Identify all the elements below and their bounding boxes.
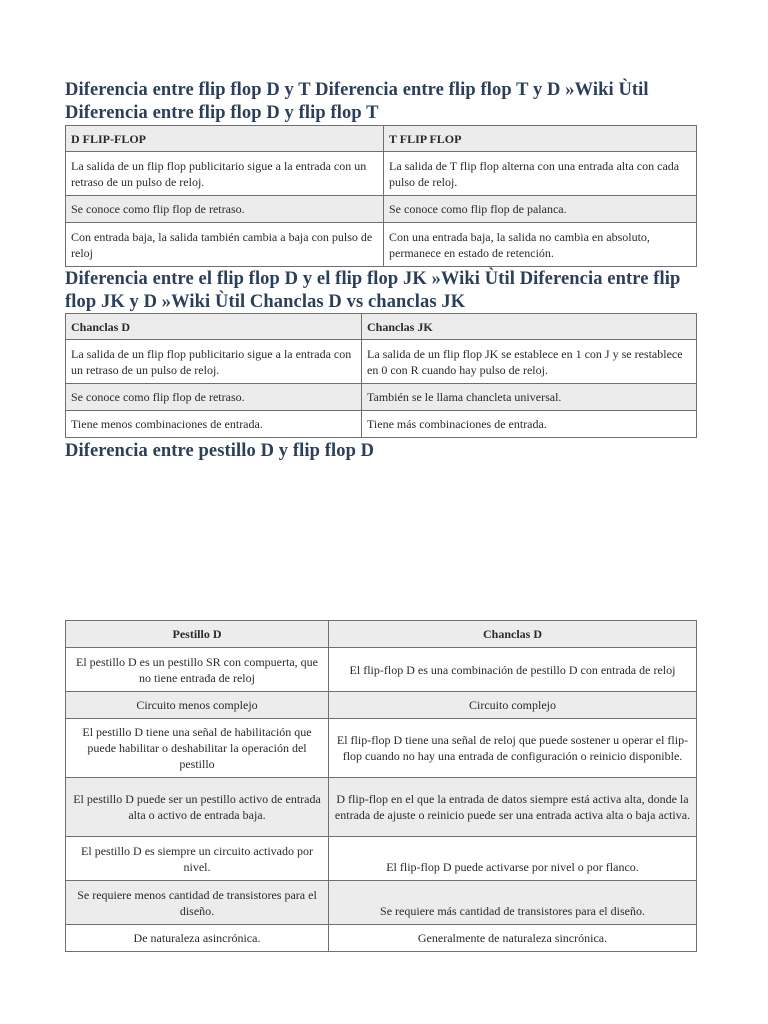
header-cell-chanclas-d: Chanclas D bbox=[66, 314, 362, 340]
table-row bbox=[66, 196, 697, 223]
table-cell: El flip-flop D es una combinación de pestillo D con entrada de reloj bbox=[329, 648, 697, 692]
table-cell: El pestillo D es siempre un circuito activado por nivel. bbox=[66, 837, 329, 881]
table-row bbox=[66, 152, 697, 196]
header-cell-pestillo-d: Pestillo D bbox=[66, 621, 329, 648]
header-cell-chanclas-d: Chanclas D bbox=[329, 621, 697, 648]
table-d-vs-t bbox=[65, 125, 697, 267]
table-row bbox=[66, 778, 697, 837]
table-row bbox=[66, 692, 697, 719]
table-d-vs-jk bbox=[65, 313, 697, 438]
table-cell: Se conoce como flip flop de palanca. bbox=[384, 196, 697, 223]
table-cell: Circuito complejo bbox=[329, 692, 697, 719]
table-cell: Se conoce como flip flop de retraso. bbox=[66, 196, 384, 223]
table-cell: El pestillo D es un pestillo SR con compuerta, que no tiene entrada de reloj bbox=[66, 648, 329, 692]
table-row bbox=[66, 340, 697, 384]
table-cell: Generalmente de naturaleza sincrónica. bbox=[329, 925, 697, 952]
header-cell-t-flip-flop: T FLIP FLOP bbox=[384, 126, 697, 152]
table-row bbox=[66, 925, 697, 952]
table-cell: Circuito menos complejo bbox=[66, 692, 329, 719]
table-row bbox=[66, 384, 697, 411]
table-cell: Se requiere menos cantidad de transistores para el diseño. bbox=[66, 881, 329, 925]
table-row bbox=[66, 648, 697, 692]
table-cell: La salida de un flip flop publicitario sigue a la entrada con un retraso de un pulso de reloj. bbox=[66, 340, 362, 384]
table-row bbox=[66, 719, 697, 778]
table-cell: El pestillo D tiene una señal de habilitación que puede habilitar o deshabilitar la operación del pestillo bbox=[66, 719, 329, 778]
table-cell: La salida de T flip flop alterna con una entrada alta con cada pulso de reloj. bbox=[384, 152, 697, 196]
table-cell: La salida de un flip flop publicitario sigue a la entrada con un retraso de un pulso de reloj. bbox=[66, 152, 384, 196]
table-row bbox=[66, 837, 697, 881]
table-row bbox=[66, 223, 697, 267]
table-cell: Con una entrada baja, la salida no cambia en absoluto, permanece en estado de retención. bbox=[384, 223, 697, 267]
header-cell-d-flip-flop: D FLIP-FLOP bbox=[66, 126, 384, 152]
table-row bbox=[66, 881, 697, 925]
table-row bbox=[66, 411, 697, 438]
table-cell: D flip-flop en el que la entrada de datos siempre está activa alta, donde la entrada de ajuste o reinicio puede ser una entrada activa alta o baja activa. bbox=[329, 778, 697, 837]
table-cell: El pestillo D puede ser un pestillo activo de entrada alta o activo de entrada baja. bbox=[66, 778, 329, 837]
table-cell: El flip-flop D tiene una señal de reloj que puede sostener u operar el flip-flop cuando no hay una entrada de configuración o reinicio disponible. bbox=[329, 719, 697, 778]
heading-latch-vs-flipflop: Diferencia entre pestillo D y flip flop D bbox=[65, 441, 375, 461]
heading-d-vs-t: Diferencia entre flip flop D y T Diferencia entre flip flop T y D »Wiki Ùtil Diferencia entre flip flop D y flip flop T bbox=[65, 80, 649, 123]
header-cell-chanclas-jk: Chanclas JK bbox=[362, 314, 697, 340]
table-cell: Tiene menos combinaciones de entrada. bbox=[66, 411, 362, 438]
table-cell: Se requiere más cantidad de transistores para el diseño. bbox=[329, 881, 697, 925]
table-cell: Tiene más combinaciones de entrada. bbox=[362, 411, 697, 438]
table-latch-vs-flipflop bbox=[65, 620, 697, 952]
table-cell: La salida de un flip flop JK se establece en 1 con J y se restablece en 0 con R cuando hay pulso de reloj. bbox=[362, 340, 697, 384]
table-header-row bbox=[66, 126, 697, 152]
table-cell: También se le llama chancleta universal. bbox=[362, 384, 697, 411]
table-cell: El flip-flop D puede activarse por nivel o por flanco. bbox=[329, 837, 697, 881]
table-cell: De naturaleza asincrónica. bbox=[66, 925, 329, 952]
table-cell: Se conoce como flip flop de retraso. bbox=[66, 384, 362, 411]
heading-d-vs-jk: Diferencia entre el flip flop D y el flip flop JK »Wiki Ùtil Diferencia entre flip flop JK y D »Wiki Ùtil Chanclas D vs chanclas JK bbox=[65, 269, 681, 312]
table-cell: Con entrada baja, la salida también cambia a baja con pulso de reloj bbox=[66, 223, 384, 267]
table-header-row bbox=[66, 314, 697, 340]
table-header-row bbox=[66, 621, 697, 648]
